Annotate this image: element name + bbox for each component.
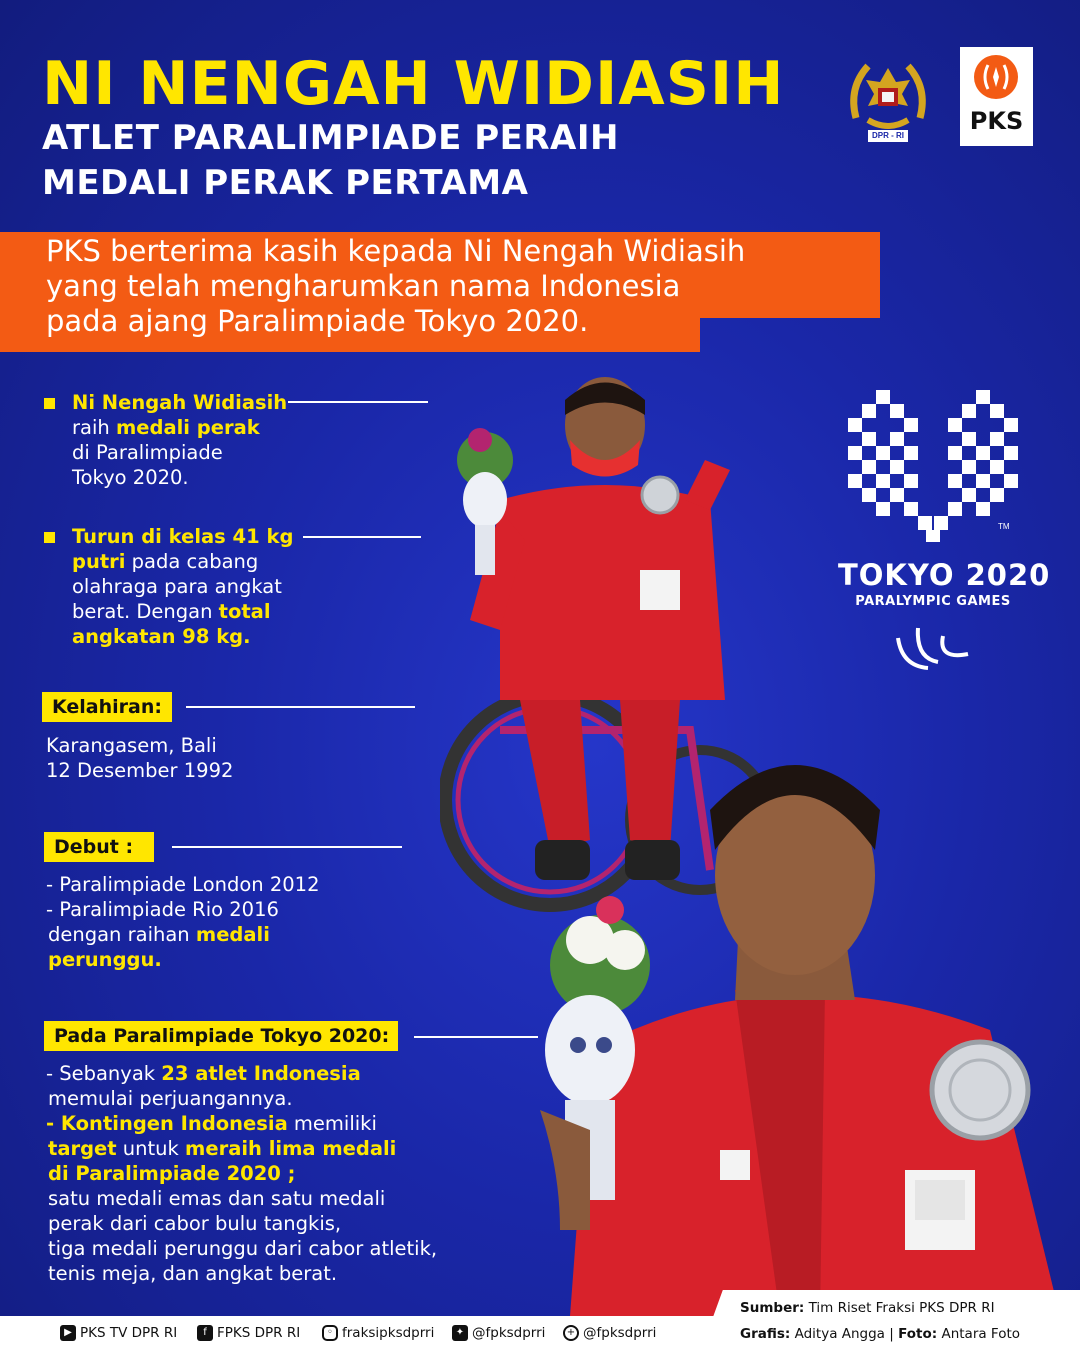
tokyo-line: perak dari cabor bulu tangkis,: [48, 1212, 342, 1235]
subtitle-line-2: MEDALI PERAK PERTAMA: [42, 163, 529, 203]
youtube-handle: PKS TV DPR RI: [80, 1325, 178, 1341]
fact-text: raih: [72, 416, 116, 439]
tokyo-highlight: 23 atlet Indonesia: [161, 1062, 361, 1085]
tokyo-line: - Sebanyak: [46, 1062, 162, 1085]
social-instagram[interactable]: [322, 1325, 434, 1341]
tokyo-info: [46, 1061, 437, 1286]
divider-line: [303, 536, 421, 538]
agitos-icon: [888, 618, 978, 678]
fact-highlight: Turun di kelas 41 kg: [72, 525, 294, 548]
twitter-icon: ✦: [452, 1325, 468, 1341]
debut-line: dengan raihan: [48, 923, 196, 946]
tokyo-line: memulai perjuangannya.: [48, 1087, 293, 1110]
graphic-credit: [740, 1326, 1020, 1342]
graphic-value: Aditya Angga |: [790, 1326, 899, 1342]
facebook-icon: f: [197, 1325, 213, 1341]
page-title: NI NENGAH WIDIASIH: [42, 49, 785, 119]
debut-highlight: medali: [195, 923, 270, 946]
fact-text: berat. Dengan: [72, 600, 219, 623]
tokyo-2020-text: TOKYO 2020: [838, 558, 1051, 592]
fact-highlight: putri: [72, 550, 126, 573]
athlete-closeup-photo: [520, 750, 1080, 1316]
debut-line: - Paralimpiade Rio 2016: [46, 898, 279, 921]
pks-logo-text: PKS: [969, 107, 1024, 135]
divider-line: [172, 846, 402, 848]
social-web[interactable]: [563, 1325, 656, 1341]
web-handle: @fpksdprri: [583, 1325, 657, 1341]
fact-weight-class: [72, 524, 293, 649]
social-facebook[interactable]: [197, 1325, 300, 1341]
tokyo-line: untuk: [116, 1137, 186, 1160]
source-credit: [740, 1300, 995, 1316]
tokyo-line: tenis meja, dan angkat berat.: [48, 1262, 338, 1285]
source-value: Tim Riset Fraksi PKS DPR RI: [804, 1300, 995, 1316]
tokyo-line: tiga medali perunggu dari cabor atletik,: [48, 1237, 438, 1260]
debut-info: [46, 872, 320, 972]
fact-highlight: medali perak: [115, 416, 260, 439]
birth-place: Karangasem, Bali: [46, 734, 217, 757]
fact-text: Tokyo 2020.: [72, 466, 189, 489]
bullet-marker: [44, 532, 55, 543]
photo-label: Foto:: [898, 1326, 938, 1342]
divider-line: [186, 706, 415, 708]
bullet-marker: [44, 398, 55, 409]
birth-date: 12 Desember 1992: [46, 759, 234, 782]
social-youtube[interactable]: [60, 1325, 177, 1341]
debut-label: Debut :: [44, 832, 154, 862]
intro-line-2: yang telah mengharumkan nama Indonesia: [46, 269, 681, 303]
fact-highlight: total: [218, 600, 271, 623]
fact-medal: [72, 390, 287, 490]
debut-line: - Paralimpiade London 2012: [46, 873, 320, 896]
tokyo-label: Pada Paralimpiade Tokyo 2020:: [44, 1021, 398, 1051]
subtitle-line-1: ATLET PARALIMPIADE PERAIH: [42, 118, 619, 158]
social-twitter[interactable]: [452, 1325, 545, 1341]
pks-logo-emblem: [974, 55, 1018, 99]
instagram-icon: ◦: [322, 1325, 338, 1341]
tokyo-highlight: meraih lima medali: [185, 1137, 397, 1160]
fact-text: di Paralimpiade: [72, 441, 223, 464]
intro-text: [46, 234, 745, 339]
globe-icon: +: [563, 1325, 579, 1341]
tokyo-line: memiliki: [287, 1112, 377, 1135]
debut-highlight: perunggu.: [48, 948, 162, 971]
fact-text: pada cabang: [125, 550, 259, 573]
youtube-icon: ▶: [60, 1325, 76, 1341]
tokyo-highlight: di Paralimpiade 2020 ;: [48, 1162, 296, 1185]
divider-line: [414, 1036, 538, 1038]
divider-line: [288, 401, 428, 403]
facebook-handle: FPKS DPR RI: [217, 1325, 301, 1341]
paralympic-games-text: PARALYMPIC GAMES: [855, 594, 1011, 609]
dpr-logo-text: DPR - RI: [872, 131, 904, 140]
tokyo-line: -: [46, 1112, 61, 1135]
source-label: Sumber:: [740, 1300, 805, 1316]
birth-info: [46, 733, 233, 783]
athlete-name: Ni Nengah Widiasih: [72, 391, 288, 414]
intro-line-1: PKS berterima kasih kepada Ni Nengah Widiasih: [46, 234, 746, 268]
birth-label: Kelahiran:: [42, 692, 172, 722]
twitter-handle: @fpksdprri: [472, 1325, 546, 1341]
pks-logo: [960, 47, 1033, 146]
graphic-label: Grafis:: [740, 1326, 791, 1342]
fact-highlight: angkatan 98 kg.: [72, 625, 251, 648]
tokyo-highlight: Kontingen Indonesia: [60, 1112, 288, 1135]
tokyo-highlight: target: [48, 1137, 117, 1160]
photo-value: Antara Foto: [937, 1326, 1021, 1342]
instagram-handle: fraksipksdprri: [342, 1325, 435, 1341]
tokyo-2020-paralympic-logo: [838, 378, 1051, 678]
dpr-logo: [838, 48, 938, 148]
tokyo-line: satu medali emas dan satu medali: [48, 1187, 386, 1210]
intro-line-3: pada ajang Paralimpiade Tokyo 2020.: [46, 304, 589, 338]
trademark-text: TM: [998, 522, 1010, 531]
fact-text: olahraga para angkat: [72, 575, 282, 598]
